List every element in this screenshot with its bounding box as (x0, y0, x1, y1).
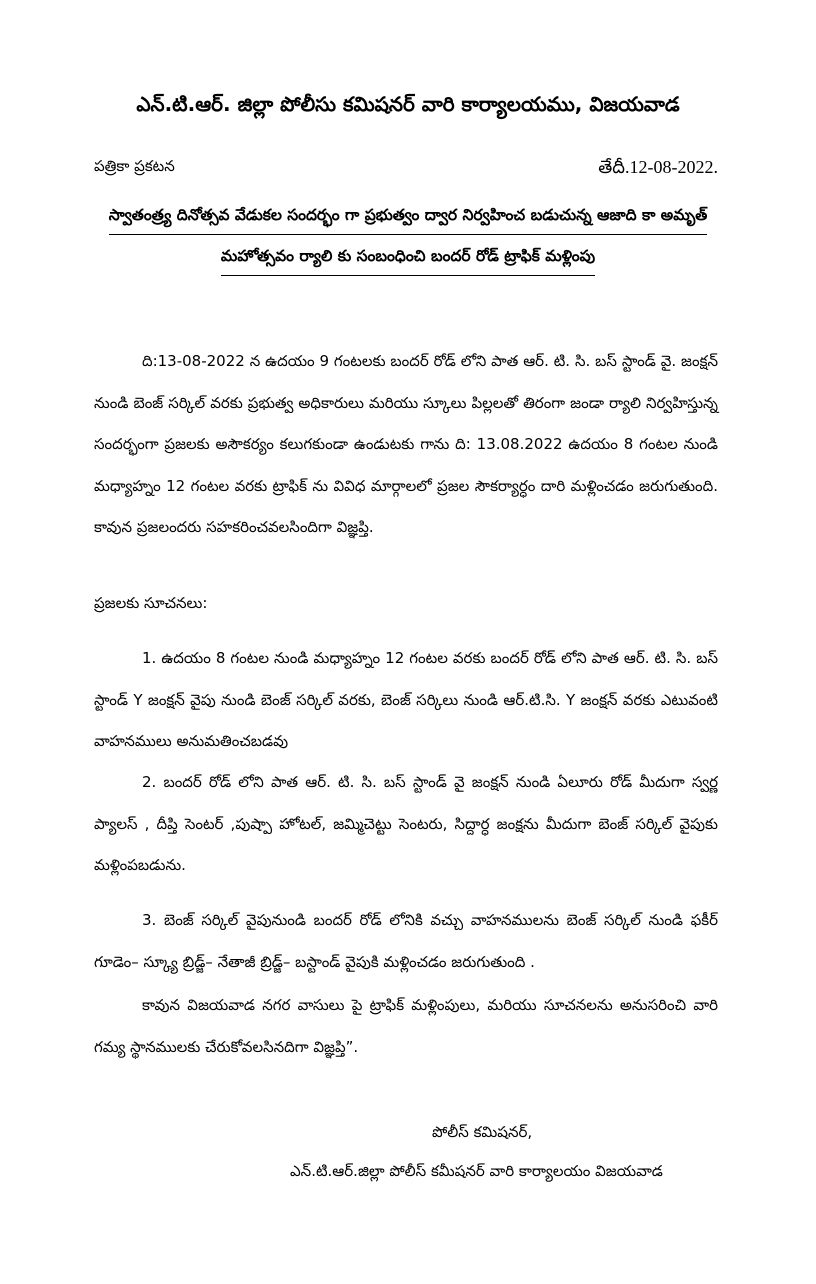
instruction-item-1 (94, 638, 718, 763)
subject-line-2 (96, 247, 720, 276)
signatory-office: ఎన్.టి.ఆర్.జిల్లా పోలీస్ కమీషనర్ వారి కార్యాలయం విజయవాడ (290, 1162, 663, 1180)
instructions-heading: ప్రజలకు సూచనలు: (94, 594, 208, 612)
subject-line-2-text: మహోత్సవం ర్యాలి కు సంబంధించి బందర్ రోడ్ ట్రాఫిక్ మళ్లింపు (221, 247, 595, 276)
main-paragraph-text: ది:13-08-2022 న ఉదయం 9 గంటలకు బందర్ రోడ్ లోని పాత ఆర్. టి. సి. బస్ స్టాండ్ వై. జంక్షన్ నుండి బెంజ్ సర్కిల్ వరకు ప్రభుత్వ అధికారులు మరియు స్కూలు పిల్లలతో తిరంగా జండా ర్యాలి నిర్వహిస్తున్న సందర్భంగా ప్రజలకు అసౌకర్యం కలుగకుండా ఉండుటకు గాను ది: 13.08.2022 ఉదయం 8 గంటల నుండి మధ్యాహ్నం 12 గంటల వరకు ట్రాఫిక్ ను వివిధ మార్గాలలో ప్రజల సౌకర్యార్ధం దారి మళ్లించడం జరుగుతుంది. కావున ప్రజలందరు సహకరించవలసిందిగా విజ్ఞప్తి. (94, 352, 718, 536)
instruction-item-1-text: 1. ఉదయం 8 గంటల నుండి మధ్యాహ్నం 12 గంటల వరకు బందర్ రోడ్ లోని పాత ఆర్. టి. సి. బస్ స్టాండ్ Y జంక్షన్ వైపు నుండి బెంజ్ సర్కిల్ వరకు, బెంజ్ సర్కిలు నుండి ఆర్.టి.సి. Y జంక్షన్ వరకు ఎటువంటి వాహనములు అనుమతించబడవు (94, 649, 718, 750)
instruction-item-2-text: 2. బందర్ రోడ్ లోని పాత ఆర్. టి. సి. బస్ స్టాండ్ వై జంక్షన్ నుండి ఏలూరు రోడ్ మీదుగా స్వర్ణ ప్యాలస్ , దీప్తి సెంటర్ ,పుష్పా హోటల్, జమ్మిచెట్టు సెంటరు, సిద్దార్ధ జంక్షను మీదుగా బెంజ్ సర్కిల్ వైపుకు మళ్లింపబడును. (94, 773, 718, 874)
document-date: తేదీ.12-08-2022. (598, 157, 718, 177)
main-paragraph (94, 341, 718, 549)
closing-paragraph (94, 985, 718, 1068)
document-type: పత్రికా ప్రకటన (94, 157, 175, 175)
instruction-item-3-text: 3. బెంజ్ సర్కిల్ వైపునుండి బందర్ రోడ్ లోనికి వచ్చు వాహనములను బెంజ్ సర్కిల్ నుండి ఫకీర్ గూడెం– స్క్యూ బ్రిడ్జ్– నేతాజీ బ్రిడ్జ్– బస్టాండ్ వైపుకి మళ్లించడం జరుగుతుంది . (94, 911, 718, 971)
office-title: ఎన్.టి.ఆర్. జిల్లా పోలీసు కమిషనర్ వారి కార్యాలయము, విజయవాడ (136, 92, 680, 116)
instruction-item-3 (94, 900, 718, 983)
instruction-item-2 (94, 762, 718, 887)
closing-paragraph-text: కావున విజయవాడ నగర వాసులు పై ట్రాఫిక్ మళ్లింపులు, మరియు సూచనలను అనుసరించి వారి గమ్య స్థానములకు చేరుకోవలసినదిగా విజ్ఞప్తి”. (94, 996, 718, 1056)
subject-line-1-text: స్వాతంత్ర్య దినోత్సవ వేడుకల సందర్భం గా ప్రభుత్వం ద్వార నిర్వహించ బడుచున్న ఆజాది కా అమృత్ (109, 206, 708, 235)
subject-line-1 (96, 206, 720, 235)
signatory-title: పోలీస్ కమిషనర్, (432, 1123, 533, 1141)
